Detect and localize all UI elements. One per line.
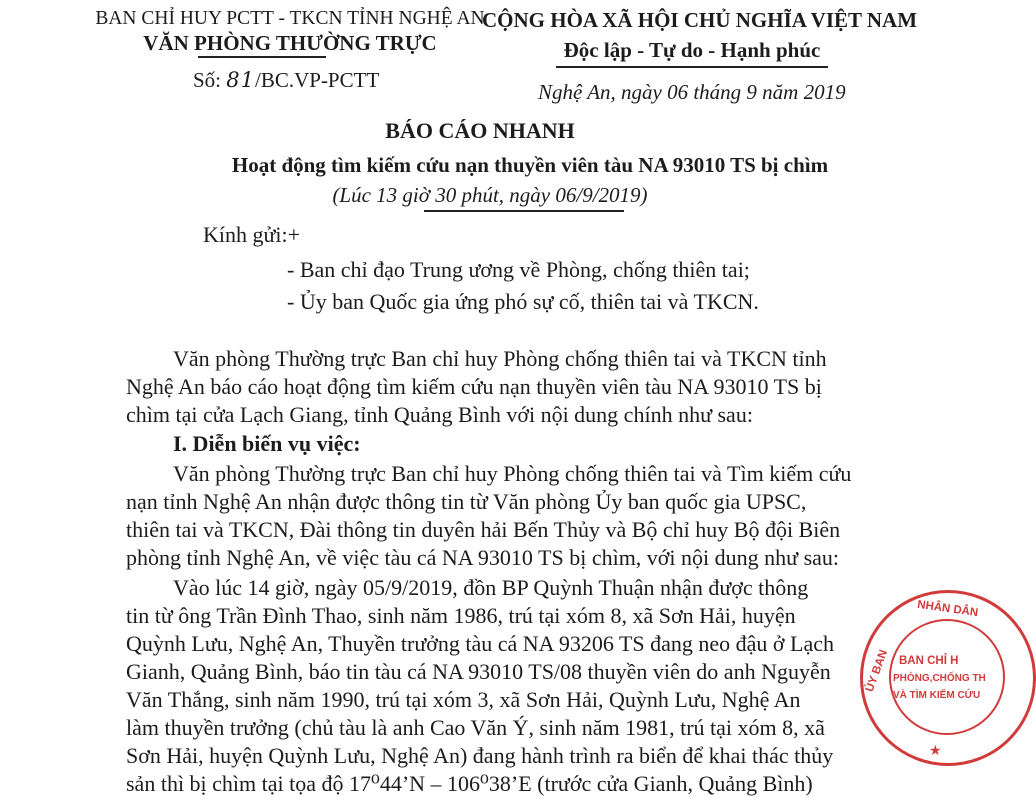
paragraph-line: làm thuyền trưởng (chủ tàu là anh Cao Văn Ý, sinh năm 1981, trú tại xóm 8, xã [126, 715, 825, 740]
paragraph-line: tin từ ông Trần Đình Thao, sinh năm 1986, trú tại xóm 8, xã Sơn Hải, huyện [126, 603, 796, 628]
doc-number-prefix: Số: [193, 68, 222, 92]
paragraph-line: Gianh, Quảng Bình, báo tin tàu cá NA 93010 TS/08 thuyền viên do anh Nguyễn [126, 659, 831, 684]
intro-line: Văn phòng Thường trực Ban chỉ huy Phòng chống thiên tai và TKCN tỉnh [173, 346, 827, 371]
motto-underline [556, 66, 828, 68]
doc-timestamp: (Lúc 13 giờ 30 phút, ngày 06/9/2019) [332, 183, 648, 207]
official-stamp [860, 590, 1036, 766]
stamp-line: PHÒNG,CHỐNG TH [893, 673, 986, 684]
place-date: Nghệ An, ngày 06 tháng 9 năm 2019 [538, 80, 846, 104]
stamp-arc-top: NHÂN DÂN [916, 598, 979, 620]
national-motto: Độc lập - Tự do - Hạnh phúc [563, 38, 821, 62]
paragraph-line: Văn phòng Thường trực Ban chỉ huy Phòng chống thiên tai và Tìm kiếm cứu [173, 461, 852, 486]
recipients-label: Kính gửi:+ [203, 222, 301, 247]
intro-line: chìm tại cửa Lạch Giang, tỉnh Quảng Bình với nội dung chính như sau: [126, 402, 753, 427]
org-underline [198, 56, 326, 58]
paragraph-line: Vào lúc 14 giờ, ngày 05/9/2019, đồn BP Quỳnh Thuận nhận được thông [173, 575, 809, 600]
doc-subtitle: Hoạt động tìm kiếm cứu nạn thuyền viên tàu NA 93010 TS bị chìm [231, 153, 829, 177]
stamp-arc-left: ỦY BAN [863, 648, 891, 694]
org-name-line1: BAN CHỈ HUY PCTT - TKCN TỈNH NGHỆ AN [95, 8, 485, 29]
stamp-line: BAN CHỈ H [899, 655, 959, 667]
title-underline [424, 210, 624, 212]
org-name-line2: VĂN PHÒNG THƯỜNG TRỰC [143, 31, 437, 55]
section-heading: I. Diễn biến vụ việc: [173, 431, 361, 456]
stamp-line: VÀ TÌM KIẾM CỨU [893, 690, 981, 701]
doc-number [193, 68, 379, 93]
paragraph-line: sản thì bị chìm tại tọa độ 17⁰44’N – 106⁰38’E (trước cửa Gianh, Quảng Bình) [126, 771, 813, 796]
paragraph-line: Văn Thắng, sinh năm 1990, trú tại xóm 3, xã Sơn Hải, Quỳnh Lưu, Nghệ An [126, 687, 801, 712]
paragraph-line: Quỳnh Lưu, Nghệ An, Thuyền trưởng tàu cá NA 93206 TS đang neo đậu ở Lạch [126, 631, 835, 656]
national-title: CỘNG HÒA XÃ HỘI CHỦ NGHĨA VIỆT NAM [482, 8, 918, 32]
stamp-star-icon: ★ [929, 744, 942, 759]
doc-number-suffix: /BC.VP-PCTT [255, 68, 380, 92]
recipient-item: - Ban chỉ đạo Trung ương về Phòng, chống thiên tai; [287, 257, 750, 282]
paragraph-line: thiên tai và TKCN, Đài thông tin duyên hải Bến Thủy và Bộ chỉ huy Bộ đội Biên [126, 517, 841, 542]
doc-number-handwritten: 81 [226, 68, 255, 92]
recipient-item: - Ủy ban Quốc gia ứng phó sự cố, thiên tai và TKCN. [287, 289, 759, 314]
paragraph-line: Sơn Hải, huyện Quỳnh Lưu, Nghệ An) đang hành trình ra biển để khai thác thủy [126, 743, 834, 768]
paragraph-line: phòng tỉnh Nghệ An, về việc tàu cá NA 93010 TS bị chìm, với nội dung như sau: [126, 545, 840, 570]
paragraph-line: nạn tỉnh Nghệ An nhận được thông tin từ Văn phòng Ủy ban quốc gia UPSC, [126, 489, 807, 514]
intro-line: Nghệ An báo cáo hoạt động tìm kiếm cứu nạn thuyền viên tàu NA 93010 TS bị [126, 374, 822, 399]
doc-title: BÁO CÁO NHANH [385, 118, 575, 143]
